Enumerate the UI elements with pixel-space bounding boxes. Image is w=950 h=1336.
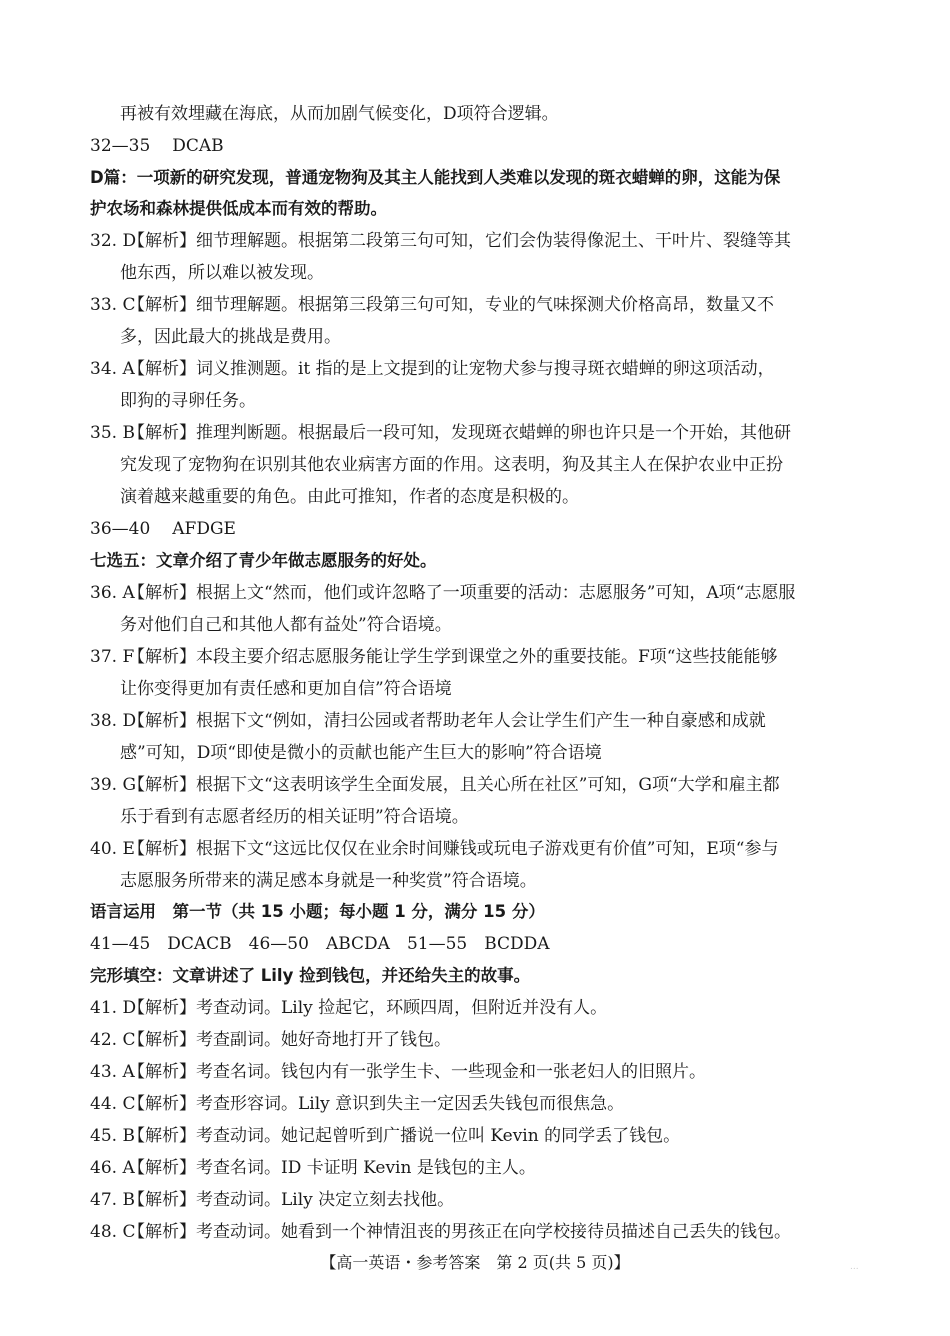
explanation-item (90, 1188, 865, 1212)
paragraph-line: 多，因此最大的挑战是费用。 (120, 327, 341, 347)
analysis-tag: 【解析】 (128, 295, 196, 315)
explanation-item (90, 645, 865, 669)
item-text: 考查动词。她记起曾听到广播说一位叫 Kevin 的同学丢了钱包。 (196, 1126, 681, 1146)
paragraph-line: 他东西，所以难以被发现。 (120, 263, 324, 283)
item-number: 39. G (90, 775, 137, 795)
explanation-item (90, 229, 865, 253)
answer-letters: DCAB (172, 136, 224, 156)
item-number: 41. D (90, 998, 137, 1018)
analysis-tag: 【解析】 (128, 647, 196, 667)
item-text: 考查形容词。Lily 意识到失主一定因丢失钱包而很焦急。 (196, 1094, 625, 1114)
paragraph-line: 志愿服务所带来的满足感本身就是一种奖赏”符合语境。 (120, 871, 537, 891)
answer-range-row: 41—45 DCACB 46—50 ABCDA 51—55 BCDDA (90, 934, 550, 954)
item-text: 考查名词。钱包内有一张学生卡、一些现金和一张老妇人的旧照片。 (196, 1062, 706, 1082)
item-text: 细节理解题。根据第三段第三句可知，专业的气味探测犬价格高昂，数量又不 (196, 295, 774, 315)
analysis-tag: 【解析】 (128, 1030, 196, 1050)
corner-mark: ... (850, 1262, 859, 1272)
page-footer: 【高一英语・参考答案 第 2 页(共 5 页)】 (320, 1253, 630, 1272)
item-text: 根据下文“这表明该学生全面发展，且关心所在社区”可知，G项“大学和雇主都 (196, 775, 780, 795)
analysis-tag: 【解析】 (128, 1062, 196, 1082)
item-number: 35. B (90, 423, 135, 443)
item-number: 47. B (90, 1190, 135, 1210)
item-text: 根据上文“然而，他们或许忽略了一项重要的活动：志愿服务”可知，A项“志愿服 (196, 583, 796, 603)
item-text: 根据下文“这远比仅仅在业余时间赚钱或玩电子游戏更有价值”可知，E项“参与 (196, 839, 779, 859)
answer-range-row (90, 517, 865, 541)
analysis-tag: 【解析】 (128, 1222, 196, 1242)
explanation-item (90, 837, 865, 861)
explanation-item (90, 996, 865, 1020)
section-heading-cont: 护农场和森林提供低成本而有效的帮助。 (90, 199, 387, 218)
paragraph-line: 感”可知，D项“即使是微小的贡献也能产生巨大的影响”符合语境 (120, 743, 602, 763)
item-text: 考查名词。ID 卡证明 Kevin 是钱包的主人。 (196, 1158, 536, 1178)
item-text: 词义推测题。it 指的是上文提到的让宠物犬参与搜寻斑衣蜡蝉的卵这项活动， (196, 359, 775, 379)
analysis-tag: 【解析】 (128, 423, 196, 443)
paragraph-line: 务对他们自己和其他人都有益处”符合语境。 (120, 615, 452, 635)
paragraph-line: 究发现了宠物狗在识别其他农业病害方面的作用。这表明，狗及其主人在保护农业中正扮 (120, 455, 783, 475)
item-number: 33. C (90, 295, 136, 315)
explanation-item (90, 1156, 865, 1180)
analysis-tag: 【解析】 (128, 1094, 196, 1114)
explanation-item (90, 1092, 865, 1116)
item-number: 46. A (90, 1158, 135, 1178)
item-number: 43. A (90, 1062, 135, 1082)
item-text: 细节理解题。根据第二段第三句可知，它们会伪装得像泥土、干叶片、裂缝等其 (196, 231, 791, 251)
item-text: 考查动词。Lily 决定立刻去找他。 (196, 1190, 455, 1210)
item-number: 37. F (90, 647, 135, 667)
item-text: 推理判断题。根据最后一段可知，发现斑衣蜡蝉的卵也许只是一个开始，其他研 (196, 423, 791, 443)
item-text: 本段主要介绍志愿服务能让学生学到课堂之外的重要技能。F项“这些技能能够 (196, 647, 778, 667)
explanation-item (90, 773, 865, 797)
item-text: 考查副词。她好奇地打开了钱包。 (196, 1030, 451, 1050)
section-heading: 语言运用 第一节（共 15 小题；每小题 1 分，满分 15 分） (90, 902, 545, 921)
explanation-item (90, 1060, 865, 1084)
item-text: 根据下文“例如，清扫公园或者帮助老年人会让学生们产生一种自豪感和成就 (196, 711, 766, 731)
paragraph-line: 再被有效埋藏在海底，从而加剧气候变化，D项符合逻辑。 (120, 104, 559, 124)
analysis-tag: 【解析】 (128, 583, 196, 603)
analysis-tag: 【解析】 (128, 1190, 196, 1210)
section-heading: 完形填空：文章讲述了 Lily 捡到钱包，并还给失主的故事。 (90, 966, 531, 985)
item-number: 40. E (90, 839, 135, 859)
answer-letters: AFDGE (172, 519, 236, 539)
explanation-item (90, 1028, 865, 1052)
explanation-item (90, 1124, 865, 1148)
paragraph-line: 让你变得更加有责任感和更加自信”符合语境 (120, 679, 452, 699)
analysis-tag: 【解析】 (128, 775, 196, 795)
answer-range: 36—40 (90, 519, 151, 539)
paragraph-line: 乐于看到有志愿者经历的相关证明”符合语境。 (120, 807, 469, 827)
section-heading: 七选五：文章介绍了青少年做志愿服务的好处。 (90, 551, 437, 570)
explanation-item (90, 1220, 865, 1244)
item-number: 45. B (90, 1126, 135, 1146)
explanation-item (90, 581, 865, 605)
item-number: 32. D (90, 231, 137, 251)
explanation-item (90, 293, 865, 317)
item-number: 48. C (90, 1222, 136, 1242)
analysis-tag: 【解析】 (128, 711, 196, 731)
item-number: 36. A (90, 583, 135, 603)
section-heading: D篇：一项新的研究发现，普通宠物狗及其主人能找到人类难以发现的斑衣蜡蝉的卵，这能为保 (90, 168, 781, 187)
item-number: 34. A (90, 359, 135, 379)
item-number: 44. C (90, 1094, 136, 1114)
analysis-tag: 【解析】 (128, 359, 196, 379)
explanation-item (90, 709, 865, 733)
analysis-tag: 【解析】 (128, 839, 196, 859)
answer-range: 32—35 (90, 136, 151, 156)
item-text: 考查动词。Lily 捡起它，环顾四周，但附近并没有人。 (196, 998, 608, 1018)
analysis-tag: 【解析】 (128, 1158, 196, 1178)
analysis-tag: 【解析】 (128, 231, 196, 251)
analysis-tag: 【解析】 (128, 998, 196, 1018)
paragraph-line: 演着越来越重要的角色。由此可推知，作者的态度是积极的。 (120, 487, 579, 507)
explanation-item (90, 357, 865, 381)
analysis-tag: 【解析】 (128, 1126, 196, 1146)
item-text: 考查动词。她看到一个神情沮丧的男孩正在向学校接待员描述自己丢失的钱包。 (196, 1222, 791, 1242)
explanation-item (90, 421, 865, 445)
item-number: 38. D (90, 711, 137, 731)
paragraph-line: 即狗的寻卵任务。 (120, 391, 256, 411)
answer-range-row (90, 134, 865, 158)
item-number: 42. C (90, 1030, 136, 1050)
